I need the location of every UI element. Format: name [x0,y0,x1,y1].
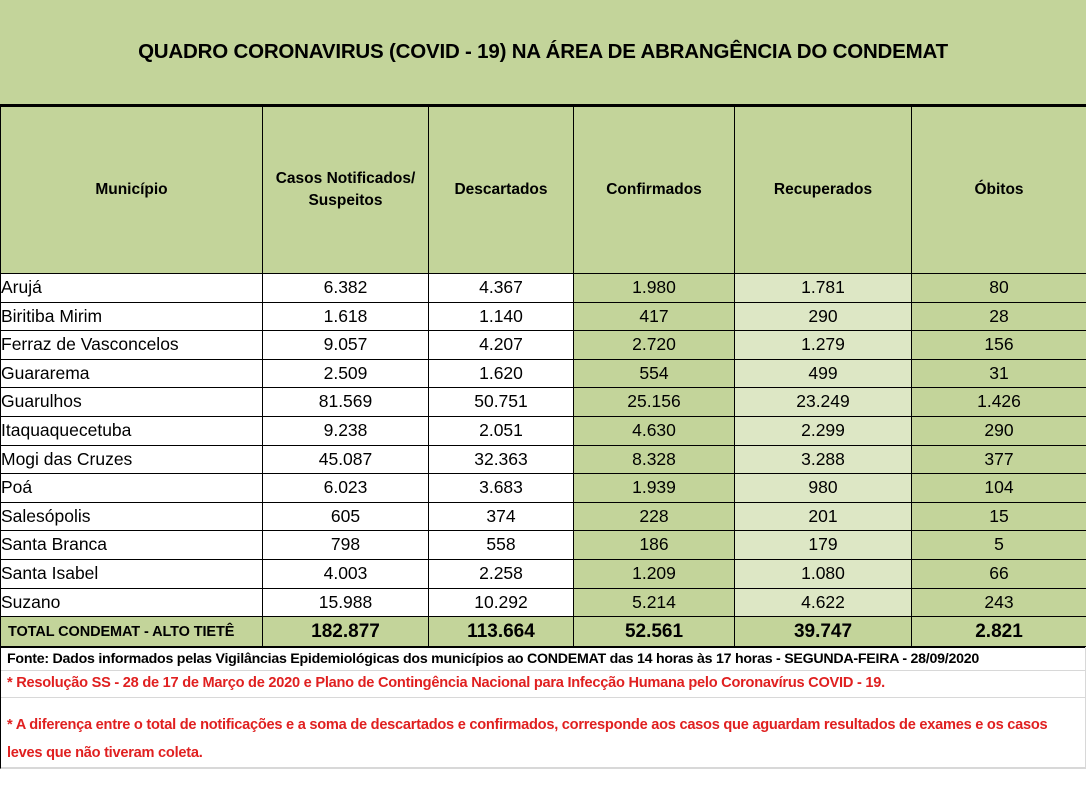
cell-obitos: 66 [912,559,1086,588]
column-header-confirmados [574,106,735,274]
table-header-row [1,106,1086,274]
cell-confirmados: 1.939 [574,474,735,503]
cell-notificados: 798 [263,531,429,560]
cell-municipio: Itaquaquecetuba [1,416,263,445]
cell-recuperados: 3.288 [735,445,912,474]
cell-obitos: 290 [912,416,1086,445]
cell-notificados: 9.057 [263,331,429,360]
cell-obitos: 156 [912,331,1086,360]
total-cell-obitos: 2.821 [912,617,1086,647]
table-row [1,274,1086,303]
column-header-casos-line1: Casos Notificados/ [275,169,416,187]
cell-confirmados: 417 [574,302,735,331]
cell-confirmados: 5.214 [574,588,735,617]
column-header-obitos-label: Óbitos [974,180,1024,198]
cell-confirmados: 4.630 [574,416,735,445]
cell-obitos: 28 [912,302,1086,331]
cell-descartados: 4.207 [429,331,574,360]
table-row [1,531,1086,560]
table-row [1,388,1086,417]
cell-municipio: Mogi das Cruzes [1,445,263,474]
table-row [1,302,1086,331]
footnote-resolucao: * Resolução SS - 28 de 17 de Março de 2020 e Plano de Contingência Nacional para Infecção Humana pelo Coronavírus COVID - 19. [1,671,1085,698]
cell-obitos: 15 [912,502,1086,531]
cell-notificados: 4.003 [263,559,429,588]
cell-notificados: 45.087 [263,445,429,474]
cell-notificados: 2.509 [263,359,429,388]
footnote-source: Fonte: Dados informados pelas Vigilâncias Epidemiológicas dos municípios ao CONDEMAT das 14 horas às 17 horas - SEGUNDA-FEIRA - 28/09/2020 [1,647,1085,671]
cell-recuperados: 1.279 [735,331,912,360]
cell-municipio: Arujá [1,274,263,303]
footnote-diferenca: * A diferença entre o total de notificações e a soma de descartados e confirmados, corresponde aos casos que aguardam resultados de exames e os casos leves que não tiveram coleta. [1,698,1085,768]
cell-municipio: Santa Isabel [1,559,263,588]
column-header-descartados [429,106,574,274]
table-row [1,331,1086,360]
cell-obitos: 80 [912,274,1086,303]
cell-descartados: 4.367 [429,274,574,303]
cell-descartados: 2.258 [429,559,574,588]
cell-recuperados: 1.080 [735,559,912,588]
table-row [1,359,1086,388]
title-banner [0,0,1086,104]
cell-municipio: Ferraz de Vasconcelos [1,331,263,360]
cell-obitos: 104 [912,474,1086,503]
table-row [1,588,1086,617]
cell-confirmados: 25.156 [574,388,735,417]
cell-municipio: Biritiba Mirim [1,302,263,331]
column-header-recuperados-label: Recuperados [773,180,873,198]
cell-descartados: 558 [429,531,574,560]
total-cell-descartados: 113.664 [429,617,574,647]
cell-recuperados: 201 [735,502,912,531]
cell-notificados: 6.023 [263,474,429,503]
cell-descartados: 3.683 [429,474,574,503]
table-row [1,416,1086,445]
cell-obitos: 1.426 [912,388,1086,417]
column-header-municipio-label: Município [95,180,168,198]
cell-notificados: 15.988 [263,588,429,617]
cell-descartados: 1.620 [429,359,574,388]
cell-recuperados: 1.781 [735,274,912,303]
table-total-row [1,617,1086,647]
cell-notificados: 6.382 [263,274,429,303]
cell-notificados: 81.569 [263,388,429,417]
cell-descartados: 10.292 [429,588,574,617]
cell-notificados: 9.238 [263,416,429,445]
table-row [1,474,1086,503]
cell-confirmados: 186 [574,531,735,560]
cell-municipio: Poá [1,474,263,503]
table-row [1,445,1086,474]
total-cell-municipio: TOTAL CONDEMAT - ALTO TIETÊ [1,617,263,647]
cell-recuperados: 499 [735,359,912,388]
column-header-casos-notificados [263,106,429,274]
cell-recuperados: 179 [735,531,912,560]
cell-notificados: 1.618 [263,302,429,331]
cell-municipio: Guararema [1,359,263,388]
cell-notificados: 605 [263,502,429,531]
column-header-descartados-label: Descartados [454,180,548,198]
cell-obitos: 377 [912,445,1086,474]
cell-municipio: Santa Branca [1,531,263,560]
cell-descartados: 374 [429,502,574,531]
column-header-casos-line2: Suspeitos [308,192,383,209]
total-cell-notificados: 182.877 [263,617,429,647]
cell-recuperados: 23.249 [735,388,912,417]
cell-descartados: 2.051 [429,416,574,445]
column-header-confirmados-label: Confirmados [606,180,702,198]
cell-confirmados: 1.980 [574,274,735,303]
cell-descartados: 50.751 [429,388,574,417]
cell-confirmados: 554 [574,359,735,388]
total-cell-recuperados: 39.747 [735,617,912,647]
table-row [1,559,1086,588]
table-body [1,274,1086,617]
cell-confirmados: 1.209 [574,559,735,588]
column-header-municipio [1,106,263,274]
column-header-recuperados [735,106,912,274]
covid-data-table [0,104,1086,647]
total-cell-confirmados: 52.561 [574,617,735,647]
cell-recuperados: 290 [735,302,912,331]
cell-municipio: Suzano [1,588,263,617]
cell-municipio: Guarulhos [1,388,263,417]
cell-confirmados: 2.720 [574,331,735,360]
table-row [1,502,1086,531]
table-total-section [1,617,1086,647]
cell-confirmados: 8.328 [574,445,735,474]
cell-municipio: Salesópolis [1,502,263,531]
cell-obitos: 243 [912,588,1086,617]
cell-descartados: 32.363 [429,445,574,474]
cell-recuperados: 980 [735,474,912,503]
page-title: QUADRO CORONAVIRUS (COVID - 19) NA ÁREA DE ABRANGÊNCIA DO CONDEMAT [138,40,948,63]
cell-obitos: 31 [912,359,1086,388]
cell-recuperados: 4.622 [735,588,912,617]
cell-obitos: 5 [912,531,1086,560]
column-header-obitos [912,106,1086,274]
footnotes-block [0,647,1086,769]
cell-confirmados: 228 [574,502,735,531]
cell-descartados: 1.140 [429,302,574,331]
cell-recuperados: 2.299 [735,416,912,445]
